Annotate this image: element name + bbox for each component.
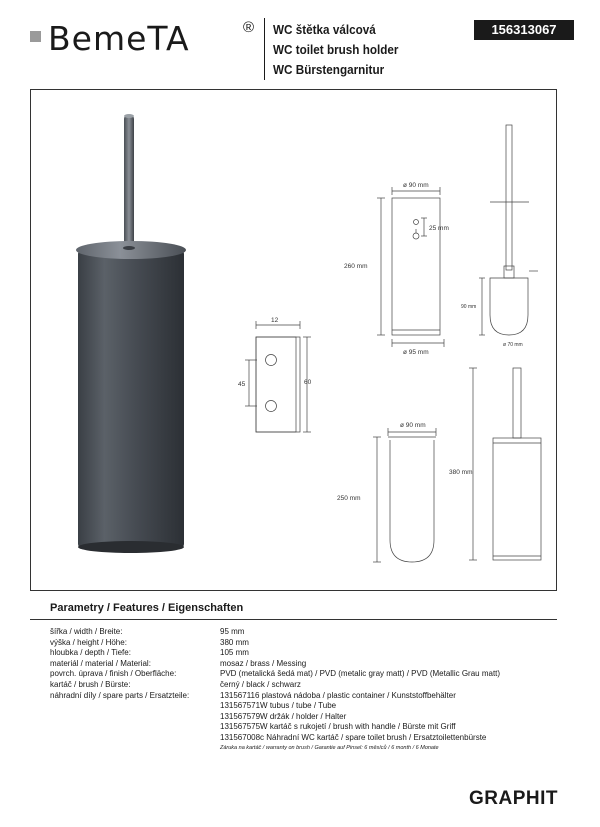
param-label: materiál / material / Material: (50, 658, 151, 668)
product-titles (273, 20, 412, 80)
brand-name: BemeTA (48, 19, 190, 58)
header-divider (264, 18, 265, 80)
assembly-drawing (469, 368, 541, 560)
param-label: šířka / width / Breite: (50, 627, 123, 636)
dim-60-label: 60 (304, 379, 312, 386)
param-value: 131567571W tubus / tube / Tube (220, 701, 337, 711)
dim-25-label: 25 mm (429, 225, 449, 232)
param-value: 131567116 plastová nádoba / plastic container / Kunststoffbehälter (220, 690, 456, 700)
param-label: výška / height / Höhe: (50, 637, 127, 647)
dim-380-label: 380 mm (449, 469, 473, 476)
param-value: 131567008c Náhradní WC kartáč / spare toilet brush / Ersatztoilettenbürste (220, 732, 487, 742)
logo-square-icon (30, 31, 41, 42)
bracket-drawing (245, 321, 311, 432)
dim-d90-bottom-label: ø 90 mm (400, 422, 426, 429)
dim-260-label: 260 mm (344, 263, 368, 270)
param-value: 380 mm (220, 637, 249, 647)
param-value: PVD (metalická šedá mat) / PVD (metalic gray matt) / PVD (Metallic Grau matt) (220, 669, 501, 679)
product-code-badge: 156313067 (474, 20, 574, 40)
technical-drawing (31, 90, 558, 592)
container-drawing (373, 428, 436, 562)
dim-d70-label: ø 70 mm (503, 342, 523, 348)
param-label: kartáč / brush / Bürste: (50, 679, 131, 689)
finish-label: GRAPHIT (469, 788, 558, 809)
param-label: hloubka / depth / Tiefe: (50, 648, 131, 658)
param-value: černý / black / schwarz (220, 679, 301, 689)
param-value: 95 mm (220, 627, 245, 636)
registered-mark: ® (243, 19, 255, 36)
dim-90-label: 90 mm (461, 304, 477, 310)
param-value: 131567575W kartáč s rukojetí / brush with handle / Bürste mit Griff (220, 722, 456, 732)
param-value: mosaz / brass / Messing (220, 658, 307, 668)
dim-12-label: 12 (271, 317, 279, 324)
title-en: WC toilet brush holder (273, 42, 399, 57)
product-photo (76, 114, 186, 553)
dim-45-label: 45 (238, 381, 246, 388)
title-de: WC Bürstengarnitur (273, 62, 385, 77)
param-value: 131567579W držák / holder / Halter (220, 711, 347, 721)
title-cz: WC štětka válcová (273, 22, 376, 37)
holder-front-drawing (377, 187, 444, 347)
param-value: 105 mm (220, 648, 249, 658)
param-label: povrch. úprava / finish / Oberfläche: (50, 669, 177, 679)
dim-d90-top-label: ø 90 mm (403, 182, 429, 189)
brush-drawing (479, 125, 538, 335)
warranty-note: Záruka na kartáč / warranty on brush / Garantie auf Pinsel: 6 měsíců / 6 month / 6 Monate (220, 744, 439, 751)
brand-logo (30, 20, 255, 58)
params-title: Parametry / Features / Eigenschaften (50, 602, 244, 614)
dim-d95-label: ø 95 mm (403, 349, 429, 356)
dim-250-label: 250 mm (337, 495, 361, 502)
params-divider (30, 619, 557, 620)
product-drawing-frame (30, 89, 557, 591)
param-label: náhradní díly / spare parts / Ersatzteile: (50, 690, 190, 700)
